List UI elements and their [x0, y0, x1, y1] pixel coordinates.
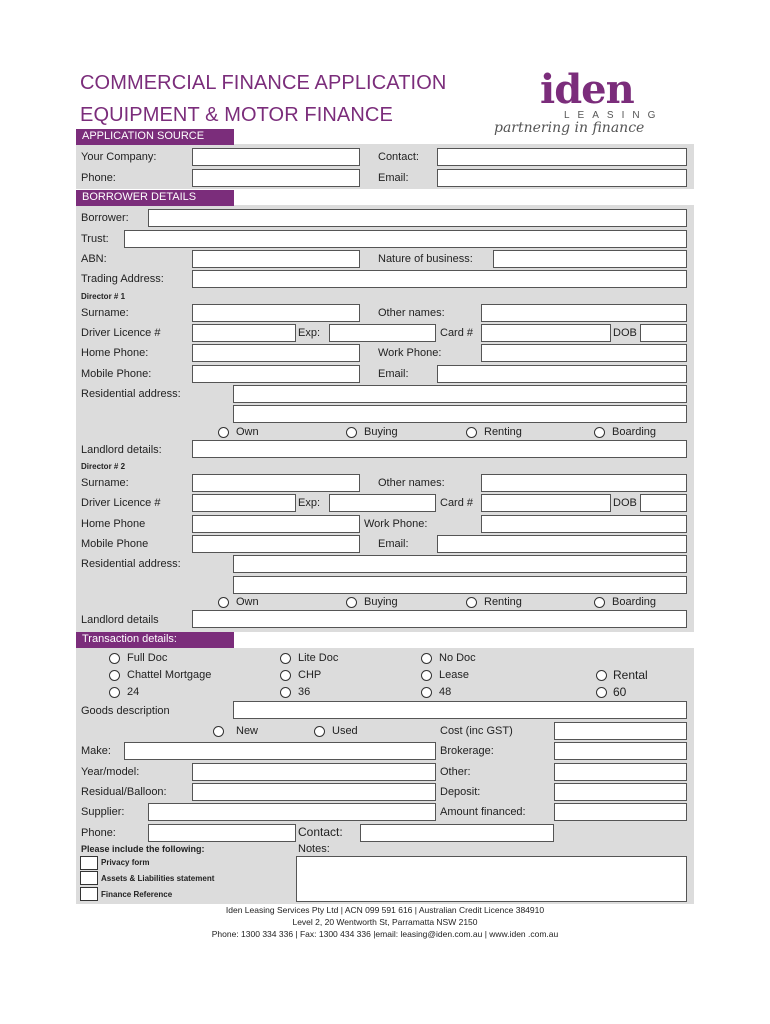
d1-email-field[interactable]	[437, 365, 687, 383]
d1-buying-radio[interactable]	[346, 427, 357, 438]
d1-residential-field-1[interactable]	[233, 385, 687, 403]
deposit-field[interactable]	[554, 783, 687, 801]
d1-home-phone-field[interactable]	[192, 344, 360, 362]
lite-doc-radio[interactable]	[280, 653, 291, 664]
finance-ref-label: Finance Reference	[101, 890, 173, 899]
d1-renting-label: Renting	[484, 426, 522, 438]
d2-dob-field[interactable]	[640, 494, 687, 512]
transaction-details-header: Transaction details:	[76, 632, 234, 648]
assets-checkbox[interactable]	[80, 871, 98, 885]
lite-doc-label: Lite Doc	[298, 652, 339, 664]
borrower-label: Borrower:	[81, 212, 129, 224]
lease-radio[interactable]	[421, 670, 432, 681]
d1-exp-field[interactable]	[329, 324, 436, 342]
rental-radio[interactable]	[596, 670, 607, 681]
d2-boarding-label: Boarding	[612, 596, 657, 608]
amount-financed-label: Amount financed:	[440, 806, 526, 818]
d1-own-label: Own	[236, 426, 259, 438]
director1-label: Director # 1	[81, 292, 126, 301]
chattel-label: Chattel Mortgage	[127, 669, 212, 681]
year-model-label: Year/model:	[81, 766, 140, 778]
d1-email-label: Email:	[378, 368, 409, 380]
d1-residential-label: Residential address:	[81, 388, 181, 400]
d1-work-phone-label: Work Phone:	[378, 347, 442, 359]
goods-label: Goods description	[81, 705, 170, 717]
d2-buying-radio[interactable]	[346, 597, 357, 608]
new-label: New	[236, 725, 259, 737]
phone-label: Phone:	[81, 172, 116, 184]
d2-surname-label: Surname:	[81, 477, 129, 489]
logo-tagline: partnering in finance	[494, 120, 645, 136]
d1-licence-field[interactable]	[192, 324, 296, 342]
d1-surname-label: Surname:	[81, 307, 129, 319]
d1-card-field[interactable]	[481, 324, 611, 342]
rental-label: Rental	[613, 668, 648, 682]
logo-name: iden	[540, 66, 634, 113]
year-model-field[interactable]	[192, 763, 436, 781]
d2-buying-label: Buying	[364, 596, 398, 608]
nature-label: Nature of business:	[378, 253, 473, 265]
used-label: Used	[332, 725, 358, 737]
contact-label: Contact:	[378, 151, 419, 163]
cost-label: Cost (inc GST)	[440, 725, 513, 737]
d2-own-label: Own	[236, 596, 259, 608]
supplier-phone-label: Phone:	[81, 827, 116, 839]
term-48-radio[interactable]	[421, 687, 432, 698]
term-48-label: 48	[439, 686, 452, 698]
form-title-line1: COMMERCIAL FINANCE APPLICATION	[80, 72, 447, 94]
d2-card-label: Card #	[440, 497, 474, 509]
residual-label: Residual/Balloon:	[81, 786, 167, 798]
d2-landlord-label: Landlord details	[81, 614, 159, 626]
amount-financed-field[interactable]	[554, 803, 687, 821]
d2-email-label: Email:	[378, 538, 409, 550]
d1-dob-field[interactable]	[640, 324, 687, 342]
footer-line2: Level 2, 20 Wentworth St, Parramatta NSW 2150	[292, 917, 478, 927]
d2-residential-field-2[interactable]	[233, 576, 687, 594]
d1-residential-field-2[interactable]	[233, 405, 687, 423]
supplier-contact-field[interactable]	[360, 824, 554, 842]
form-title-line2: EQUIPMENT & MOTOR FINANCE	[80, 104, 393, 126]
d2-licence-field[interactable]	[192, 494, 296, 512]
supplier-label: Supplier:	[81, 806, 125, 818]
term-60-label: 60	[613, 685, 627, 699]
make-label: Make:	[81, 745, 111, 757]
d1-licence-label: Driver Licence #	[81, 327, 161, 339]
d1-landlord-label: Landlord details:	[81, 444, 162, 456]
d2-renting-label: Renting	[484, 596, 522, 608]
d1-mobile-field[interactable]	[192, 365, 360, 383]
abn-label: ABN:	[81, 253, 107, 265]
d2-boarding-radio[interactable]	[594, 597, 605, 608]
email-field[interactable]	[437, 169, 687, 187]
d1-home-phone-label: Home Phone:	[81, 347, 149, 359]
d2-exp-field[interactable]	[329, 494, 436, 512]
footer-line1: Iden Leasing Services Pty Ltd | ACN 099 591 616 | Australian Credit Licence 384910	[225, 905, 545, 915]
d2-own-radio[interactable]	[218, 597, 229, 608]
lease-label: Lease	[439, 669, 469, 681]
logo-sub: LEASING	[564, 110, 664, 121]
abn-field[interactable]	[192, 250, 360, 268]
trust-field[interactable]	[124, 230, 687, 248]
full-doc-radio[interactable]	[109, 653, 120, 664]
finance-ref-checkbox[interactable]	[80, 887, 98, 901]
d2-home-phone-label: Home Phone	[81, 518, 146, 530]
d1-surname-field[interactable]	[192, 304, 360, 322]
supplier-contact-label: Contact:	[298, 825, 343, 839]
d1-boarding-radio[interactable]	[594, 427, 605, 438]
chp-radio[interactable]	[280, 670, 291, 681]
supplier-phone-field[interactable]	[148, 824, 296, 842]
d2-dob-label: DOB	[613, 497, 637, 509]
term-60-radio[interactable]	[596, 687, 607, 698]
d2-other-names-field[interactable]	[481, 474, 687, 492]
please-include-label: Please include the following:	[81, 844, 205, 854]
brokerage-field[interactable]	[554, 742, 687, 760]
other-field[interactable]	[554, 763, 687, 781]
supplier-field[interactable]	[148, 803, 436, 821]
notes-field[interactable]	[296, 856, 687, 902]
trading-address-label: Trading Address:	[81, 273, 164, 285]
email-label: Email:	[378, 172, 409, 184]
d2-residential-label: Residential address:	[81, 558, 181, 570]
d2-licence-label: Driver Licence #	[81, 497, 161, 509]
goods-field[interactable]	[233, 701, 687, 719]
d1-dob-label: DOB	[613, 327, 637, 339]
d1-landlord-field[interactable]	[192, 440, 687, 458]
used-radio[interactable]	[314, 726, 325, 737]
d2-mobile-label: Mobile Phone	[81, 538, 149, 550]
trading-address-field[interactable]	[192, 270, 687, 288]
term-24-radio[interactable]	[109, 687, 120, 698]
d1-other-names-field[interactable]	[481, 304, 687, 322]
d2-landlord-field[interactable]	[192, 610, 687, 628]
d1-exp-label: Exp:	[298, 327, 321, 339]
residual-field[interactable]	[192, 783, 436, 801]
d2-work-phone-field[interactable]	[481, 515, 687, 533]
d2-residential-field-1[interactable]	[233, 555, 687, 573]
brokerage-label: Brokerage:	[440, 745, 494, 757]
borrower-field[interactable]	[148, 209, 687, 227]
d1-buying-label: Buying	[364, 426, 398, 438]
no-doc-radio[interactable]	[421, 653, 432, 664]
privacy-checkbox[interactable]	[80, 856, 98, 870]
nature-field[interactable]	[493, 250, 687, 268]
d1-renting-radio[interactable]	[466, 427, 477, 438]
application-source-header: APPLICATION SOURCE	[76, 129, 234, 145]
d2-home-phone-field[interactable]	[192, 515, 360, 533]
full-doc-label: Full Doc	[127, 652, 168, 664]
d2-mobile-field[interactable]	[192, 535, 360, 553]
cost-field[interactable]	[554, 722, 687, 740]
your-company-label: Your Company:	[81, 151, 157, 163]
deposit-label: Deposit:	[440, 786, 481, 798]
term-36-label: 36	[298, 686, 311, 698]
d1-card-label: Card #	[440, 327, 474, 339]
d2-surname-field[interactable]	[192, 474, 360, 492]
d2-work-phone-label: Work Phone:	[364, 518, 428, 530]
d1-other-names-label: Other names:	[378, 307, 445, 319]
assets-label: Assets & Liabilities statement	[101, 874, 215, 883]
other-label: Other:	[440, 766, 471, 778]
make-field[interactable]	[124, 742, 436, 760]
trust-label: Trust:	[81, 233, 109, 245]
new-radio[interactable]	[213, 726, 224, 737]
privacy-label: Privacy form	[101, 858, 150, 867]
director2-label: Director # 2	[81, 462, 126, 471]
phone-field[interactable]	[192, 169, 360, 187]
d1-mobile-label: Mobile Phone:	[81, 368, 152, 380]
d2-email-field[interactable]	[437, 535, 687, 553]
contact-field[interactable]	[437, 148, 687, 166]
d2-exp-label: Exp:	[298, 497, 321, 509]
d2-other-names-label: Other names:	[378, 477, 445, 489]
chp-label: CHP	[298, 669, 322, 681]
term-36-radio[interactable]	[280, 687, 291, 698]
your-company-field[interactable]	[192, 148, 360, 166]
borrower-details-header: BORROWER DETAILS	[76, 190, 234, 206]
chattel-radio[interactable]	[109, 670, 120, 681]
no-doc-label: No Doc	[439, 652, 476, 664]
notes-label: Notes:	[298, 843, 330, 855]
footer-line3: Phone: 1300 334 336 | Fax: 1300 434 336 |email: leasing@iden.com.au | www.iden .com.au	[211, 929, 559, 939]
term-24-label: 24	[127, 686, 140, 698]
d1-boarding-label: Boarding	[612, 426, 657, 438]
d1-work-phone-field[interactable]	[481, 344, 687, 362]
d2-renting-radio[interactable]	[466, 597, 477, 608]
d2-card-field[interactable]	[481, 494, 611, 512]
d1-own-radio[interactable]	[218, 427, 229, 438]
